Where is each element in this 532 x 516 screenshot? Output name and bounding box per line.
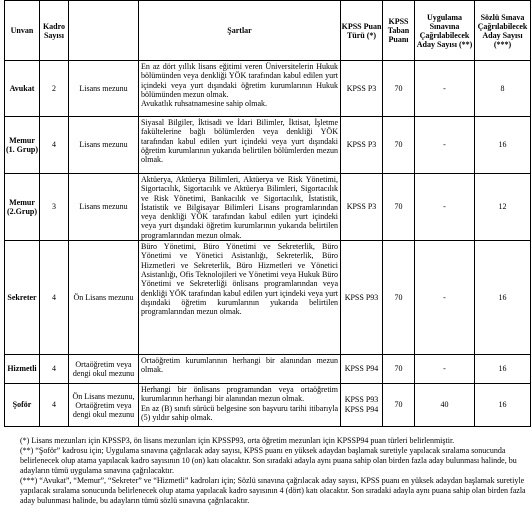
cell-ogrenim: Ön Lisans mezunu — [69, 241, 139, 355]
cell-ogrenim: Ortaöğretim veya dengi okul mezunu — [69, 355, 139, 384]
table-row — [5, 384, 531, 427]
cell-sartlar — [139, 355, 341, 384]
cell-kadro: 4 — [40, 384, 69, 427]
cell-sozlu: 16 — [475, 384, 531, 427]
cell-kadro: 4 — [40, 355, 69, 384]
requirements-table — [4, 0, 531, 427]
cell-uygulama: - — [415, 241, 475, 355]
sart-line: Siyasal Bilgiler, İktisadi ve İdari Bilimler, İktisat, İşletme fakültelerine bağlı bölümlerden veya denkliği YÖK tarafından kabul edilen yurt içindeki veya yurt dışındaki öğretim kurumlarının yukarıda belirtilen bölümlerden mezun olmak. — [141, 118, 338, 165]
sart-line: En az dört yıllık lisans eğitimi veren Üniversitelerin Hukuk bölümünden veya denkliği YÖK tarafından kabul edilen yurt içindeki veya yurt dışındaki öğretim kurumlarının Hukuk bölümünden mezun olmak. — [141, 62, 338, 99]
cell-taban-puani: 70 — [383, 174, 415, 241]
cell-ogrenim: Lisans mezunu — [69, 174, 139, 241]
cell-puan-turu: KPSS P3 — [341, 117, 383, 174]
footnote-uygulama-sinavi: (**) “Şoför” kadrosu için; Uygulama sınavına çağrılacak aday sayısı, KPSS puanı en yüksek adaydan başlamak suretiyle yapılacak sıralama sonucunda belirlenecek olup atama yapılacak kadro sayısının 10 (on) katı olacaktır. Son sıradaki adayla aynı puana sahip olan birden fazla aday bulunması halinde, bu adayların tümü uygulama sınavına çağrılacaktır. — [20, 446, 517, 475]
header-sozlu: Sözlü Sınava Çağrılabilecek Aday Sayısı (***) — [475, 1, 531, 61]
header-uygulama: Uygulama Sınavına Çağrılabilecek Aday Sayısı (**) — [415, 1, 475, 61]
cell-uygulama: - — [415, 174, 475, 241]
cell-kadro: 2 — [40, 61, 69, 117]
table-row — [5, 117, 531, 174]
footnote-puan-turleri: (*) Lisans mezunları için KPSSP3, ön lisans mezunları için KPSSP93, orta öğretim mezunları için KPSSP94 puan türleri belirlenmiştir. — [20, 436, 455, 445]
sart-line: Herhangi bir önlisans programından veya ortaöğretim kurumlarının herhangi bir alanından mezun olmak. — [141, 385, 338, 404]
cell-ogrenim: Lisans mezunu — [69, 117, 139, 174]
cell-ogrenim: Lisans mezunu — [69, 61, 139, 117]
cell-unvan: Sekreter — [5, 241, 40, 355]
cell-puan-turu: KPSS P94 — [341, 355, 383, 384]
cell-sozlu: 8 — [475, 61, 531, 117]
sart-line: Büro Yönetimi, Büro Yönetimi ve Sekreterlik, Büro Yönetimi ve Yönetici Asistanlığı, Sekreterlik, Büro Hizmetleri ve Sekreterlik, Büro Hizmetleri ve Yönetici Asistanlığı, Ofis Teknolojileri ve Yönetimi veya Hukuk Büro Yönetimi ve Sekreterliği önlisans programlarından veya denkliği YÖK tarafından kabul edilen yurt içindeki veya yurt dışındaki öğretim kurumlarının yukarıda belirtilen programlarından mezun olmak. — [141, 242, 338, 317]
cell-kadro: 4 — [40, 241, 69, 355]
table-row — [5, 241, 531, 355]
cell-sartlar — [139, 117, 341, 174]
table-header-row — [5, 1, 531, 61]
cell-sozlu: 16 — [475, 355, 531, 384]
cell-ogrenim: Ön Lisans mezunu, Ortaöğretim veya dengi okul mezunu — [69, 384, 139, 427]
cell-sartlar — [139, 241, 341, 355]
table-row — [5, 61, 531, 117]
header-kadro: Kadro Sayısı — [40, 1, 69, 61]
cell-sozlu: 12 — [475, 174, 531, 241]
cell-taban-puani: 70 — [383, 61, 415, 117]
cell-sartlar — [139, 174, 341, 241]
cell-sartlar — [139, 61, 341, 117]
cell-puan-turu: KPSS P3 — [341, 174, 383, 241]
cell-unvan: Şoför — [5, 384, 40, 427]
cell-uygulama: - — [415, 61, 475, 117]
sart-line: Avukatlık ruhsatnamesine sahip olmak. — [141, 99, 268, 109]
cell-sozlu: 16 — [475, 241, 531, 355]
cell-unvan: Hizmetli — [5, 355, 40, 384]
cell-kadro: 3 — [40, 174, 69, 241]
header-puan-turu: KPSS Puan Türü (*) — [341, 1, 383, 61]
sart-line: Ortaöğretim kurumlarının herhangi bir alanından mezun olmak. — [141, 356, 338, 375]
sart-line: Aktüerya, Aktüerya Bilimleri, Aktüerya ve Risk Yönetimi, Sigortacılık, Sigortacılık ve Aktüerya Bilimleri, Sigortacılık ve Risk Yönetimi, Bankacılık ve Sigortacılık, İstatistik, İstatistik ve Bilgisayar Bilimleri Lisans programlarından veya denkliği YÖK tarafından kabul edilen yurt içindeki veya yurt dışındaki öğretim kurumlarının yukarıda belirtilen programlarından mezun olmak. — [141, 175, 338, 240]
cell-puan-turu: KPSS P3 — [341, 61, 383, 117]
cell-unvan: Memur (1. Grup) — [5, 117, 40, 174]
table-row — [5, 174, 531, 241]
cell-uygulama: 40 — [415, 384, 475, 427]
cell-kadro: 4 — [40, 117, 69, 174]
cell-taban-puani: 70 — [383, 384, 415, 427]
cell-uygulama: - — [415, 117, 475, 174]
cell-taban-puani: 70 — [383, 117, 415, 174]
cell-puan-turu: KPSS P93 KPSS P94 — [341, 384, 383, 427]
cell-uygulama: - — [415, 355, 475, 384]
sart-line: En az (B) sınıfı sürücü belgesine son başvuru tarihi itibarıyla (5) yıldır sahip olmak. — [141, 403, 338, 422]
header-sartlar: Şartlar — [139, 1, 341, 61]
header-unvan: Unvan — [5, 1, 40, 61]
footnote-sozlu-sinav: (***) “Avukat”, “Memur”, “Sekreter” ve “Hizmetli” kadroları için; Sözlü sınavına çağrılacak aday sayısı, KPSS puanı en yüksek adaydan başlamak suretiyle yapılacak sıralama sonucunda belirlenecek olup atama yapılacak kadro sayısının 4 (dört) katı olacaktır. Son sıradaki adayla aynı puana sahip olan birden fazla aday bulunması halinde, bu adayların tümü sözlü sınavına çağrılacaktır. — [20, 476, 526, 505]
cell-sartlar — [139, 384, 341, 427]
header-taban-puani: KPSS Taban Puanı — [383, 1, 415, 61]
cell-puan-turu: KPSS P93 — [341, 241, 383, 355]
cell-taban-puani: 70 — [383, 241, 415, 355]
footnotes — [20, 436, 526, 506]
cell-sozlu: 16 — [475, 117, 531, 174]
cell-unvan: Avukat — [5, 61, 40, 117]
cell-taban-puani: 70 — [383, 355, 415, 384]
header-ogrenim — [69, 1, 139, 61]
cell-unvan: Memur (2.Grup) — [5, 174, 40, 241]
table-row — [5, 355, 531, 384]
